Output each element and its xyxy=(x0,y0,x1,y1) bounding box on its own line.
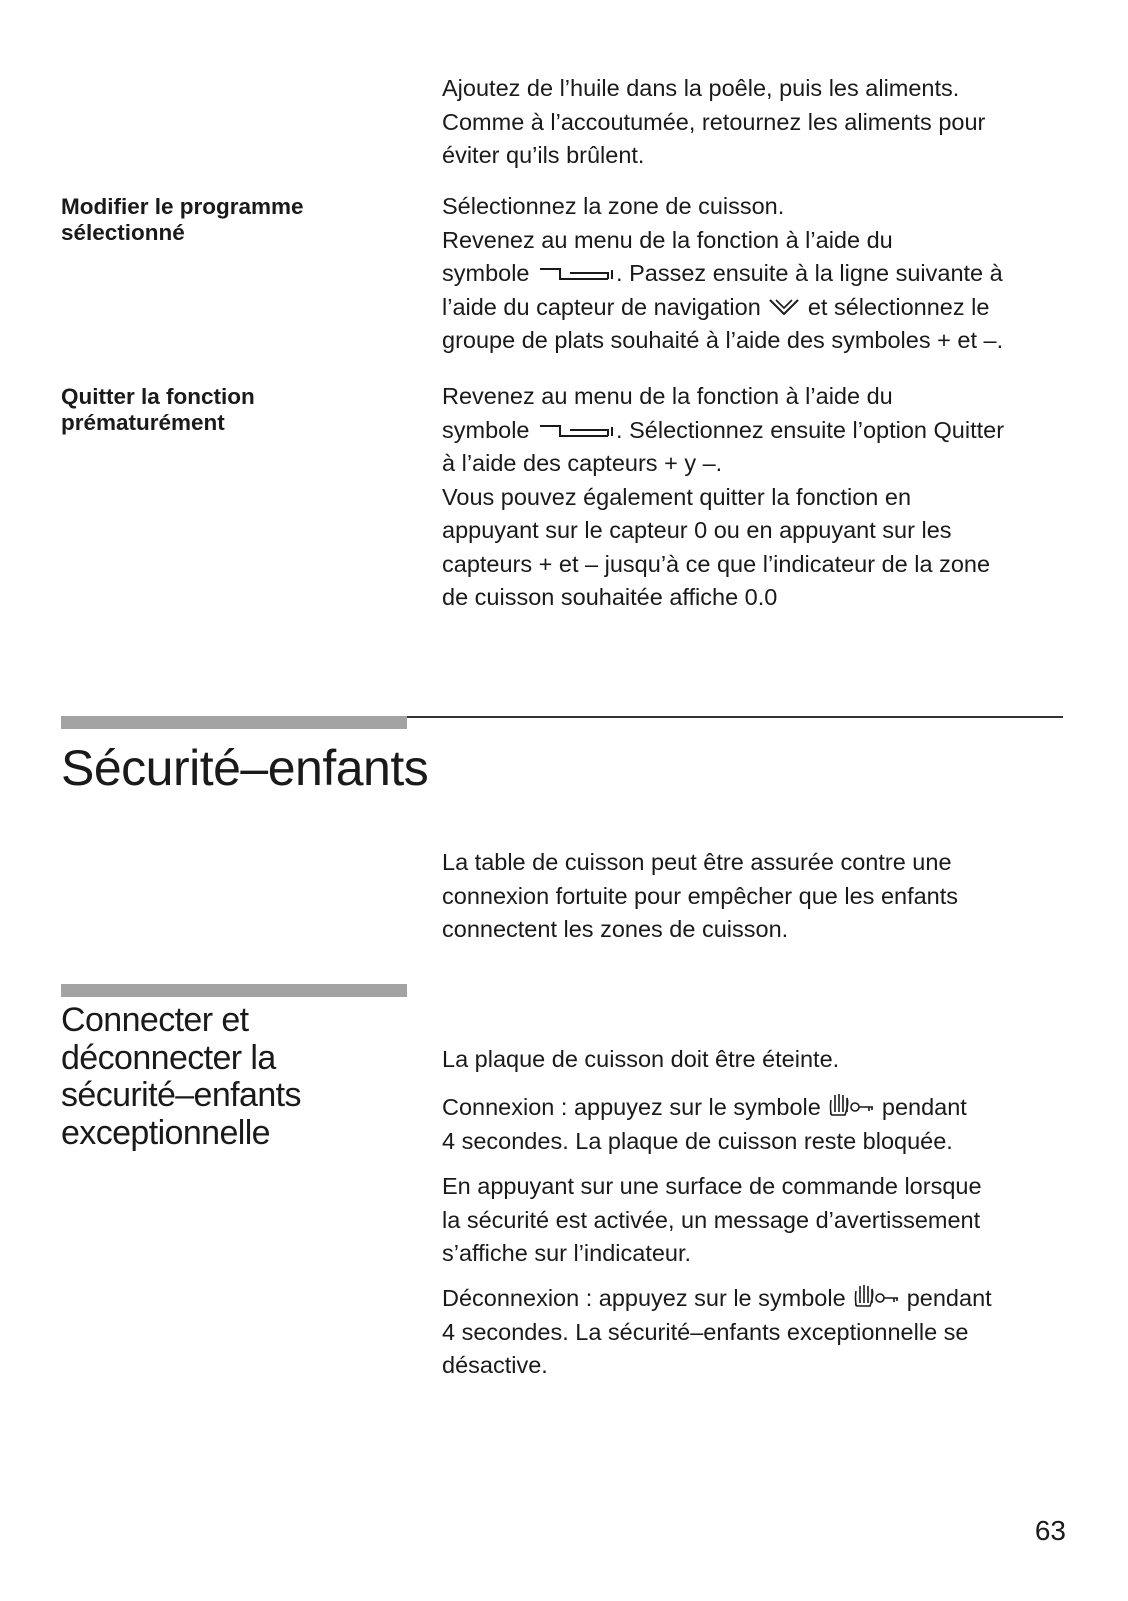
text-line: Revenez au menu de la fonction à l’aide du xyxy=(442,383,893,409)
section-intro-paragraph xyxy=(442,846,1082,947)
text-line: Comme à l’accoutumée, retournez les aliments pour xyxy=(442,108,986,135)
text-line: En appuyant sur une surface de commande lorsque xyxy=(442,1173,982,1199)
quit-function-paragraph xyxy=(442,380,1082,615)
text-line: à l’aide des capteurs + y –. xyxy=(442,450,723,476)
text-line: Revenez au menu de la fonction à l’aide du xyxy=(442,226,893,253)
text-segment: Déconnexion : appuyez sur le symbole xyxy=(442,1285,846,1311)
text-line: 4 secondes. La plaque de cuisson reste bloquée. xyxy=(442,1127,953,1154)
quit-function-heading xyxy=(61,384,391,436)
text-line: connexion fortuite pour empêcher que les enfants xyxy=(442,882,959,909)
text-segment: symbole xyxy=(442,416,530,443)
text-segment: . Passez ensuite à la ligne suivante à xyxy=(616,260,1003,286)
section-title: Sécurité–enfants xyxy=(61,740,429,796)
intro-paragraph xyxy=(442,72,1082,173)
heading-line: Quitter la fonction xyxy=(61,384,255,409)
text-line: éviter qu’ils brûlent. xyxy=(442,142,645,168)
text-line: Vous pouvez également quitter la fonction en xyxy=(442,483,912,510)
connect-instruction xyxy=(442,1091,1082,1158)
text-line: La table de cuisson peut être assurée contre une xyxy=(442,849,952,875)
title-line: exceptionnelle xyxy=(61,1113,270,1152)
text-segment: symbole xyxy=(442,260,530,286)
title-line: Connecter et xyxy=(61,1001,249,1039)
off-instruction: La plaque de cuisson doit être éteinte. xyxy=(442,1046,840,1072)
text-segment: l’aide du capteur de navigation xyxy=(442,293,761,320)
text-segment: pendant xyxy=(906,1285,992,1311)
text-line: la sécurité est activée, un message d’avertissement xyxy=(442,1206,981,1233)
subsection-divider-bar xyxy=(61,984,407,997)
text-line: 4 secondes. La sécurité–enfants exceptionnelle se xyxy=(442,1318,969,1345)
heading-line: sélectionné xyxy=(61,220,185,245)
modify-program-paragraph xyxy=(442,190,1082,358)
text-line: capteurs + et – jusqu’à ce que l’indicateur de la zone xyxy=(442,550,991,577)
text-line: Sélectionnez la zone de cuisson. xyxy=(442,193,785,219)
title-line: sécurité–enfants xyxy=(61,1076,301,1114)
navigation-chevron-icon xyxy=(767,296,801,318)
text-line: connectent les zones de cuisson. xyxy=(442,916,789,942)
text-line: s’affiche sur l’indicateur. xyxy=(442,1240,692,1266)
text-segment: Connexion : appuyez sur le symbole xyxy=(442,1094,821,1120)
heading-line: prématurément xyxy=(61,410,225,435)
heading-line: Modifier le programme xyxy=(61,194,304,219)
warning-paragraph xyxy=(442,1170,1082,1271)
page-number: 63 xyxy=(1034,1515,1066,1546)
section-divider-bar xyxy=(61,716,407,729)
text-line: appuyant sur le capteur 0 ou en appuyant sur les xyxy=(442,517,952,543)
subsection-title xyxy=(61,1002,401,1152)
title-line: déconnecter la xyxy=(61,1038,276,1077)
text-segment: et sélectionnez le xyxy=(807,293,990,320)
hand-key-icon xyxy=(827,1092,875,1118)
text-line: désactive. xyxy=(442,1352,548,1378)
return-symbol-icon xyxy=(536,264,616,284)
text-line: de cuisson souhaitée affiche 0.0 xyxy=(442,584,778,610)
disconnect-instruction xyxy=(442,1282,1082,1383)
text-segment: . Sélectionnez ensuite l’option Quitter xyxy=(616,416,1005,443)
text-line: groupe de plats souhaité à l’aide des symboles + et –. xyxy=(442,327,1004,353)
text-segment: pendant xyxy=(881,1094,967,1120)
hand-key-icon xyxy=(852,1283,900,1309)
modify-program-heading xyxy=(61,194,391,246)
return-symbol-icon xyxy=(536,421,616,441)
text-line: Ajoutez de l’huile dans la poêle, puis les aliments. xyxy=(442,75,960,101)
